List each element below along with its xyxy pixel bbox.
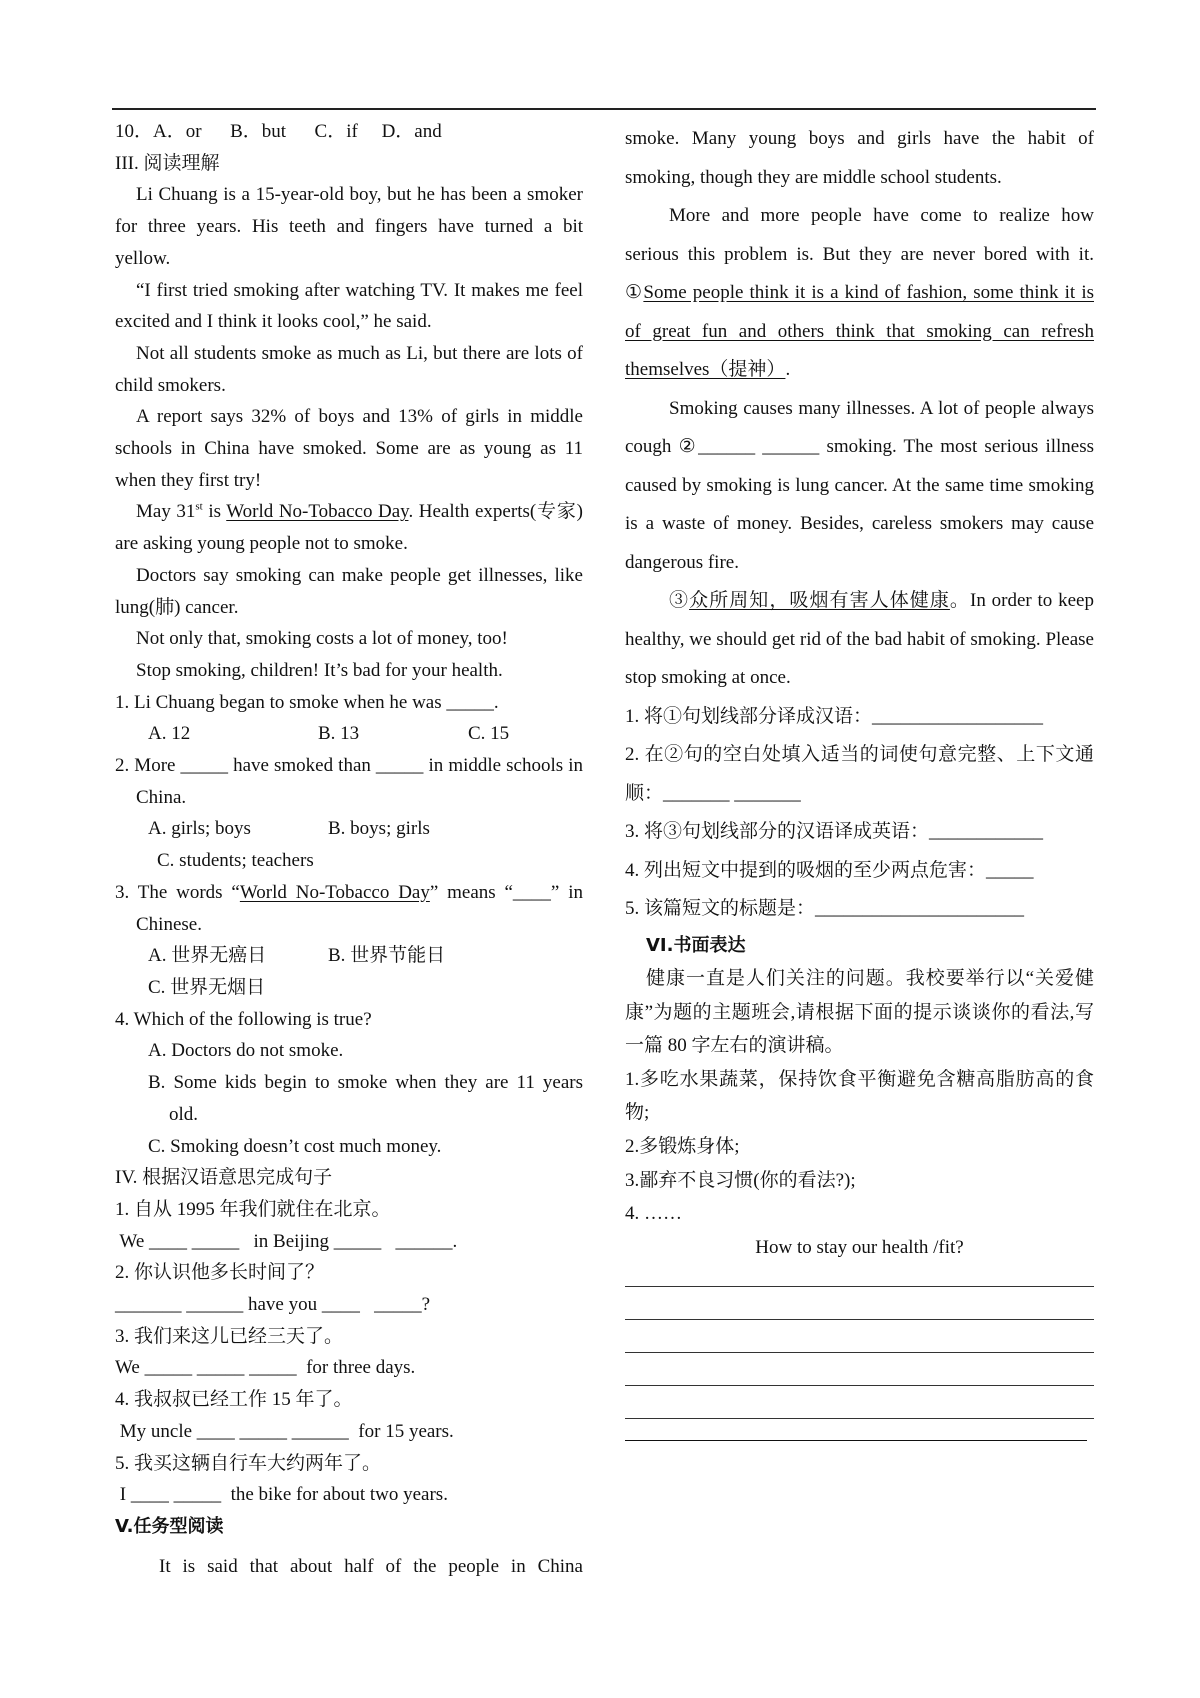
reading-paragraph: Not only that, smoking costs a lot of money, too! [136, 628, 508, 650]
essay-title: How to stay our health /fit? [755, 1236, 964, 1258]
chinese-sentence: 2. 你认识他多长时间了？ [115, 1262, 325, 1284]
task-reading-paragraph [625, 582, 1094, 698]
task-question-2: 2. 在②句的空白处填入适当的词使句意完整、上下文通顺：_______ _______ [625, 744, 1094, 804]
reading-paragraph: Li Chuang is a 15-year-old boy, but he has been a smoker for three years. His teeth and fingers have turned a bit yellow. [115, 184, 583, 269]
task-question-5: 5. 该篇短文的标题是：______________________ [625, 898, 1025, 919]
translation-item-1 [115, 1194, 583, 1257]
writing-point-2: 2.多锻炼身体; [625, 1136, 740, 1158]
english-blank-sentence: I ____ _____ the bike for about two years. [115, 1484, 448, 1506]
reading-paragraph: A report says 32% of boys and 13% of girls in middle schools in China have smoked. Some are as young as 11 when they first try! [115, 406, 583, 491]
english-blank-sentence: _______ ______ have you ____ _____? [115, 1294, 431, 1316]
section-6-title: VI.书面表达 [646, 934, 746, 956]
text: 3. The words “ [115, 881, 240, 903]
header-rule [112, 108, 1096, 110]
chinese-sentence: 5. 我买这辆自行车大约两年了。 [115, 1452, 382, 1474]
translation-item-4 [115, 1384, 583, 1447]
question-1: 1. Li Chuang began to smoke when he was _____. [115, 691, 499, 713]
q10-line [115, 116, 583, 148]
writing-line[interactable] [625, 1385, 1094, 1386]
text: . Health experts(专家) are asking young people not to smoke. [115, 501, 583, 555]
right-column [625, 120, 1094, 1441]
marker: ③ [669, 590, 690, 611]
q10-option-c: C．if [314, 121, 358, 142]
text: More and more people have come to realize how serious this problem is. But they are never bored with it. [625, 205, 1094, 265]
writing-line[interactable] [625, 1418, 1094, 1419]
reading-paragraph: “I first tried smoking after watching TV. It makes me feel excited and I think it looks cool,” he said. [115, 279, 583, 333]
reading-paragraph: Not all students smoke as much as Li, but there are lots of child smokers. [115, 342, 583, 396]
option-b: B. 世界节能日 [328, 945, 446, 967]
reading-paragraph [115, 496, 583, 559]
english-blank-sentence: We _____ _____ _____ for three days. [115, 1357, 416, 1379]
reading-paragraph: Stop smoking, children! It’s bad for your health. [136, 659, 503, 681]
q10-option-d: D．and [381, 121, 442, 142]
task-question-4: 4. 列出短文中提到的吸烟的至少两点危害：_____ [625, 859, 1034, 881]
translation-item-2 [115, 1257, 583, 1320]
writing-line[interactable] [625, 1319, 1094, 1320]
text: is [202, 501, 227, 523]
writing-point-3: 3.鄙弃不良习惯(你的看法?); [625, 1169, 856, 1191]
question-4: 4. Which of the following is true? [115, 1008, 372, 1030]
reading-paragraph: Doctors say smoking can make people get illnesses, like lung(肺) cancer. [115, 564, 583, 618]
option-a: A. 12 [148, 723, 191, 745]
section-4-title: IV. 根据汉语意思完成句子 [115, 1167, 333, 1189]
option-b: B. Some kids begin to smoke when they are 11 years old. [148, 1072, 583, 1125]
translation-item-3 [115, 1321, 583, 1384]
task-question-3: 3. 将③句划线部分的汉语译成英语：____________ [625, 821, 1044, 842]
section-5-title: V.任务型阅读 [115, 1515, 224, 1537]
superscript: st [195, 501, 203, 514]
option-c: C. 15 [468, 723, 510, 745]
chinese-sentence: 4. 我叔叔已经工作 15 年了。 [115, 1389, 353, 1411]
underlined-sentence-3: 众所周知，吸烟有害人体健康 [689, 590, 950, 611]
task-question-1: 1. 将①句划线部分译成汉语：__________________ [625, 705, 1044, 727]
option-b: B. boys; girls [328, 818, 430, 840]
writing-line[interactable] [625, 1286, 1094, 1287]
english-blank-sentence: My uncle ____ _____ ______ for 15 years. [115, 1420, 454, 1442]
task-reading-paragraph [625, 197, 1094, 390]
option-c: C. Smoking doesn’t cost much money. [148, 1135, 442, 1157]
translation-item-5 [115, 1448, 583, 1511]
task-reading-paragraph-cont: smoke. Many young boys and girls have the habit of smoking, though they are middle school students. [625, 128, 1094, 188]
writing-point-4: 4. …… [625, 1203, 682, 1225]
text: . [785, 359, 791, 380]
writing-intro: 健康一直是人们关注的问题。我校要举行以“关爱健康”为题的主题班会,请根据下面的提示谈谈你的看法,写一篇 80 字左右的演讲稿。 [625, 968, 1094, 1057]
text: May 31 [136, 501, 196, 523]
underlined-text: World No-Tobacco Day [226, 501, 409, 523]
underlined-text: World No-Tobacco Day [239, 881, 430, 903]
chinese-sentence: 1. 自从 1995 年我们就住在北京。 [115, 1198, 391, 1220]
task-reading-paragraph: Smoking causes many illnesses. A lot of people always cough ②______ ______ smoking. The most serious illness caused by smoking is lung cancer. At the same time smoking is a waste of money. Besides, careless smokers may cause dangerous fire. [625, 397, 1094, 573]
question-1-options [115, 718, 583, 750]
english-blank-sentence: We ____ _____ in Beijing _____ ______. [115, 1230, 458, 1252]
writing-point-1: 1.多吃水果蔬菜，保持饮食平衡避免含糖高脂肪高的食物; [625, 1068, 1094, 1124]
marker: ① [625, 282, 644, 303]
chinese-sentence: 3. 我们来这儿已经三天了。 [115, 1325, 344, 1347]
option-a: A. girls; boys [148, 818, 251, 840]
left-column [115, 116, 583, 1582]
question-3-options [115, 940, 583, 972]
option-b: B. 13 [318, 723, 360, 745]
section-3-title: III. 阅读理解 [115, 152, 220, 174]
option-a: A. Doctors do not smoke. [148, 1040, 344, 1062]
task-reading-paragraph-start: It is said that about half of the people in China [159, 1555, 583, 1577]
q10-number: 10． [115, 121, 154, 142]
option-c: C. students; teachers [157, 850, 314, 872]
q10-option-a: A．or [153, 121, 202, 142]
writing-line[interactable] [625, 1352, 1094, 1353]
text: ” means “____” in Chinese. [136, 881, 583, 935]
underlined-sentence-1: Some people think it is a kind of fashion, some think it is of great fun and others think that smoking can refresh themselves（提神） [625, 282, 1094, 380]
option-a: A. 世界无癌日 [148, 945, 267, 967]
question-2-options [115, 813, 583, 845]
question-3 [115, 877, 583, 940]
q10-option-b: B．but [230, 121, 287, 142]
text: 。In order to keep healthy, we should get rid of the bad habit of smoking. Please stop smoking at once. [625, 590, 1094, 688]
question-2: 2. More _____ have smoked than _____ in middle schools in China. [115, 755, 583, 808]
writing-line[interactable] [625, 1440, 1087, 1441]
option-c: C. 世界无烟日 [148, 976, 266, 998]
